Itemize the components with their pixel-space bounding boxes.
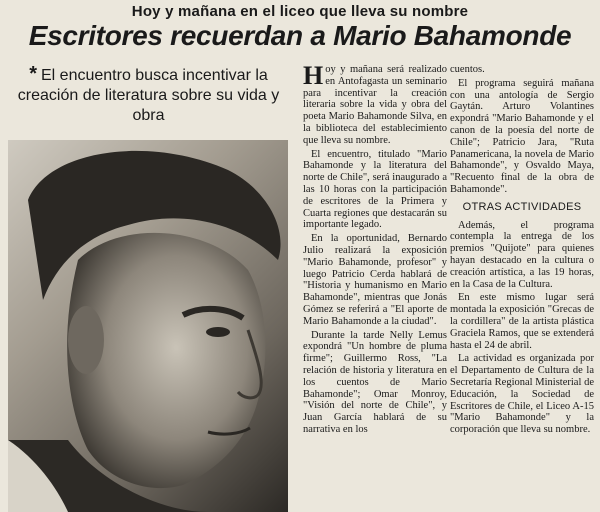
deck — [6, 64, 291, 126]
paragraph: Durante la tarde Nelly Lemus expondrá "Un hombre de pluma firme"; Guillermo Ross, "La relación de historia y literatura en los cuentos de Mario Bahamonde"; Omar Monroy, "Visión del norte de Chile", y Juan García hablará de su narrativa en los — [303, 329, 447, 435]
paragraph: La actividad es organizada por el Departamento de Cultura de la Secretaría Regional Ministerial de Educación, la Sociedad de Escritores de Chile, el Liceo A-15 "Mario Bahamonde" y la corporación que lleva su nombre. — [450, 353, 594, 436]
headline: Escritores recuerdan a Mario Bahamonde — [28, 20, 572, 51]
article-column-2 — [450, 64, 594, 438]
kicker: Hoy y mañana en el liceo que lleva su nombre — [131, 3, 469, 20]
paragraph: En la oportunidad, Bernardo Julio realizará la exposición "Mario Bahamonde, profesor" y luego Patricio Cerda hablará de "Historia y humanismo en Mario Bahamonde", mientras que Jonás Gómez se referirá a "El aporte de Mario Bahamonde a la ciudad". — [303, 233, 447, 327]
portrait-illustration — [8, 140, 288, 512]
deck-text: El encuentro busca incentivar la creación de literatura sobre su vida y obra — [17, 67, 280, 124]
paragraph — [303, 61, 447, 147]
paragraph-text: oy y mañana será realizado en Antofagasta un seminario para incentivar la creación literaria sobre la vida y obra del poeta Mario Bahamonde Silva, en la biblioteca del establecimiento que lleva su nombre. — [303, 64, 447, 146]
paragraph: El programa seguirá mañana con una antología de Sergio Gaytán. Arturo Volantines expondrá "Mario Bahamonde y el canon de la poesía del norte de Chile"; Patricio Jara, "Ruta Panamericana, la novela de Mario Bahamonde", y Osvaldo Maya, "Recuento final de la obra de Bahamonde". — [450, 77, 594, 195]
article-column-1 — [303, 61, 447, 438]
section-subhead: OTRAS ACTIVIDADES — [462, 200, 582, 213]
paragraph: cuentos. — [450, 64, 485, 75]
paragraph: En este mismo lugar será montada la exposición "Grecas de la cordillera" de la artista plástica Graciela Ramos, que se extenderá hasta el 24 de abril. — [450, 292, 594, 351]
paragraph: El encuentro, titulado "Mario Bahamonde y la literatura del norte de Chile", será inaugurado a las 10 horas con la participación de escritores de la Primera y Cuarta regiones que destacarán su importante legado. — [303, 148, 447, 231]
paragraph: Además, el programa contempla la entrega de los premios "Quijote" para quienes hayan destacado en la cultura o creación artística, a las 19 horas, en la Casa de la Cultura. — [450, 219, 594, 290]
bullet-icon: * — [29, 63, 37, 85]
portrait-photo — [8, 140, 288, 512]
dropcap: H — [303, 61, 324, 90]
